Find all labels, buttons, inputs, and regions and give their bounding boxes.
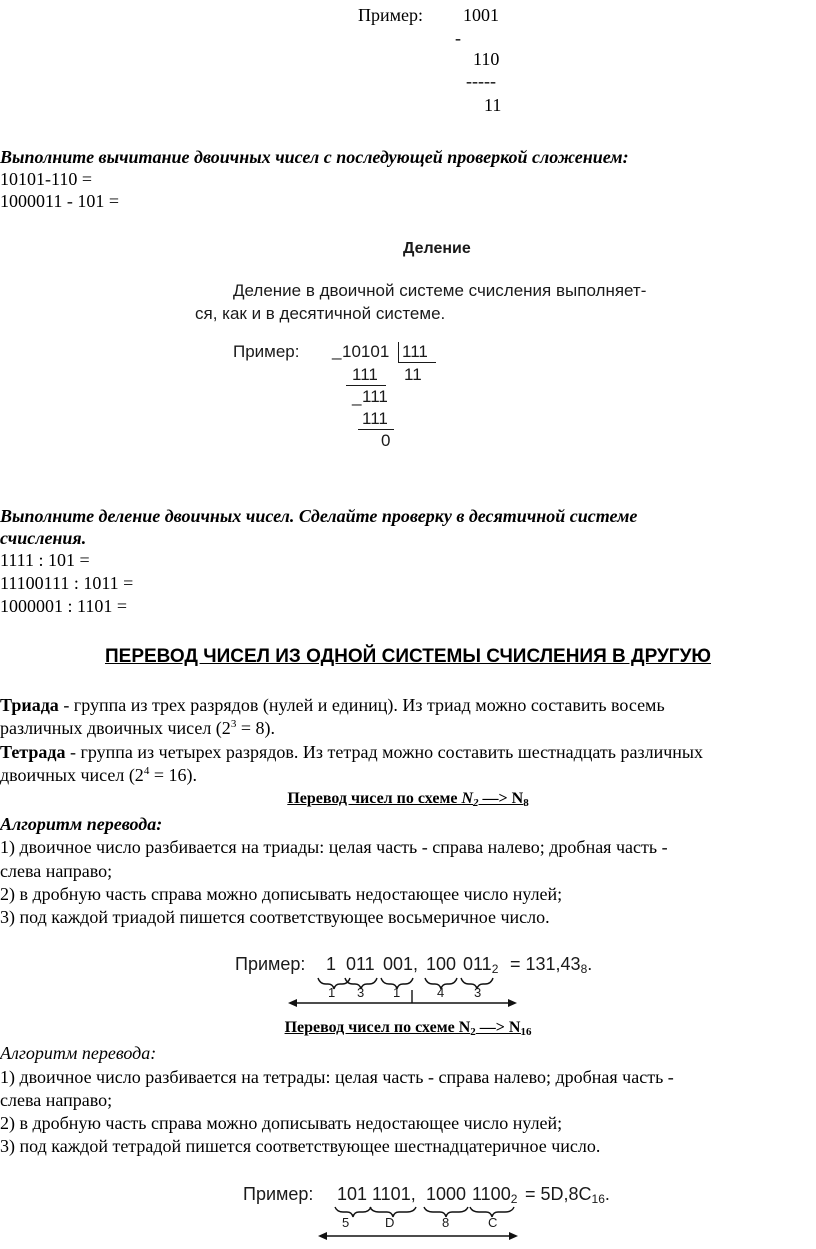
tetrad-exponent: 4 xyxy=(143,765,150,777)
sub-example-sign: - xyxy=(455,28,461,48)
scheme8-group-1: 1 xyxy=(326,954,337,974)
scheme16-example-label: Пример: xyxy=(243,1184,314,1204)
division-minus-2: _ xyxy=(352,387,362,406)
scheme8-title-text: Перевод чисел по схеме xyxy=(287,790,462,807)
scheme16-group-1: 101 xyxy=(337,1184,368,1204)
scheme8-algo-title: Алгоритм перевода: xyxy=(0,814,163,834)
triad-text-2: различных двоичных чисел (2 xyxy=(0,718,231,738)
scheme8-example-label: Пример: xyxy=(235,954,306,974)
scheme16-result-sub: 16 xyxy=(591,1192,605,1206)
scheme16-arrow-left-head xyxy=(318,1232,327,1240)
scheme16-base-sub: 2 xyxy=(510,1192,518,1206)
scheme8-step-3: 3) под каждой триадой пишется соответствующее восьмеричное число. xyxy=(0,907,550,927)
scheme16-title-sub1: 2 xyxy=(470,1026,476,1038)
scheme8-digit-2: 3 xyxy=(357,985,365,1000)
sub-example-top: 1001 xyxy=(463,5,499,25)
task-subtract-title: Выполните вычитание двоичных чисел с последующей проверкой сложением: xyxy=(0,147,629,167)
scheme16-brace-1 xyxy=(335,1207,371,1217)
tetrad-text: - группа из четырех разрядов. Из тетрад можно составить шестнадцать различных xyxy=(65,742,704,762)
scheme8-group-4: 100 xyxy=(426,954,457,974)
scheme8-group-3: 001, xyxy=(383,954,419,974)
scheme16-title-mid: —> N xyxy=(475,1019,521,1036)
section-heading: ПЕРЕВОД ЧИСЕЛ ИЗ ОДНОЙ СИСТЕМЫ СЧИСЛЕНИЯ В ДРУГУЮ xyxy=(104,646,711,667)
sub-example-bottom: 110 xyxy=(473,49,500,69)
task-subtract-line-1: 10101-110 = xyxy=(0,169,92,189)
division-minus: _ xyxy=(332,341,342,360)
triad-term: Триада xyxy=(0,695,59,715)
scheme8-digit-3: 1 xyxy=(393,985,401,1000)
scheme16-title-sub2: 16 xyxy=(520,1026,532,1038)
scheme8-step-1: 1) двоичное число разбивается на триады: целая часть - справа налево; дробная часть - xyxy=(0,837,668,857)
scheme8-digit-1: 1 xyxy=(328,985,336,1000)
scheme16-group-3: 1000 xyxy=(426,1184,467,1204)
scheme16-digit-3: 8 xyxy=(442,1215,450,1230)
scheme8-group-5-digits: 011 xyxy=(463,954,492,974)
division-quotient: 11 xyxy=(404,365,422,384)
tetrad-text-2: двоичных чисел (2 xyxy=(0,765,144,785)
scheme16-arrow-right-head xyxy=(509,1232,518,1240)
sub-example-result: 11 xyxy=(484,95,502,115)
tetrad-term: Тетрада xyxy=(0,742,66,762)
division-subtrahend-1: 111 xyxy=(352,365,378,384)
triad-text: - группа из трех разрядов (нулей и единиц). Из триад можно составить восемь xyxy=(58,695,665,715)
scheme16-result-value: = 5D,8C xyxy=(525,1184,592,1204)
scheme8-result-end: . xyxy=(587,954,593,974)
scheme16-group-4-digits: 1100 xyxy=(472,1184,511,1204)
triad-exponent: 3 xyxy=(230,718,237,730)
scheme8-digit-5: 3 xyxy=(474,985,482,1000)
scheme16-step-3: 3) под каждой тетрадой пишется соответствующее шестнадцатеричное число. xyxy=(0,1136,601,1156)
division-divisor: 111 xyxy=(402,342,428,361)
task-divide-line-1: 1111 : 101 = xyxy=(0,550,90,570)
scheme16-result-end: . xyxy=(604,1184,610,1204)
scheme16-digit-4: C xyxy=(488,1215,498,1230)
scheme8-result-value: = 131,43 xyxy=(510,954,581,974)
scheme8-group-2: 011 xyxy=(346,954,375,974)
task-divide-title-line-2: счисления. xyxy=(0,528,87,548)
task-subtract-line-2: 1000011 - 101 = xyxy=(0,191,119,211)
scheme16-algo-title: Алгоритм перевода: xyxy=(0,1043,157,1063)
task-divide-line-3: 1000001 : 1101 = xyxy=(0,596,127,616)
scheme8-title-n: N xyxy=(461,790,474,807)
scheme8-base-sub: 2 xyxy=(491,962,499,976)
division-paragraph-line-2: ся, как и в десятичной системе. xyxy=(195,304,446,323)
division-subtrahend-2: 111 xyxy=(362,409,388,428)
division-remainder-2: 0 xyxy=(381,431,391,450)
scheme16-digit-2: D xyxy=(385,1215,395,1230)
sub-example-line: ----- xyxy=(466,71,496,91)
division-example-label: Пример: xyxy=(233,342,300,361)
sub-example-label: Пример: xyxy=(358,5,424,25)
scheme8-title-sub2: 8 xyxy=(523,797,529,809)
division-remainder-1: 111 xyxy=(362,387,388,406)
scheme16-group-2: 1101, xyxy=(372,1184,416,1204)
scheme16-digit-1: 5 xyxy=(342,1215,350,1230)
scheme8-step-2: 2) в дробную часть справа можно дописывать недостающее число нулей; xyxy=(0,884,563,904)
division-title: Деление xyxy=(403,240,471,257)
scheme16-step-2: 2) в дробную часть справа можно дописывать недостающее число нулей; xyxy=(0,1113,563,1133)
division-dividend: 10101 xyxy=(342,342,390,361)
scheme16-title-text: Перевод чисел по схеме N xyxy=(284,1019,471,1036)
division-paragraph-line-1: Деление в двоичной системе счисления выполняет- xyxy=(233,281,647,300)
triad-text-3: = 8). xyxy=(236,718,275,738)
task-divide-title-line-1: Выполните деление двоичных чисел. Сделайте проверку в десятичной системе xyxy=(0,506,638,526)
scheme8-digit-4: 4 xyxy=(437,985,445,1000)
scheme8-title-mid: —> N xyxy=(478,790,524,807)
scheme8-result-sub: 8 xyxy=(580,962,588,976)
scheme16-step-1: 1) двоичное число разбивается на тетрады: целая часть - справа налево; дробная часть - xyxy=(0,1067,674,1087)
scheme8-step-1-cont: слева направо; xyxy=(0,861,113,881)
scheme8-title-sub1: 2 xyxy=(473,797,479,809)
scheme16-step-1-cont: слева направо; xyxy=(0,1090,113,1110)
tetrad-text-3: = 16). xyxy=(149,765,197,785)
task-divide-line-2: 11100111 : 1011 = xyxy=(0,573,134,593)
